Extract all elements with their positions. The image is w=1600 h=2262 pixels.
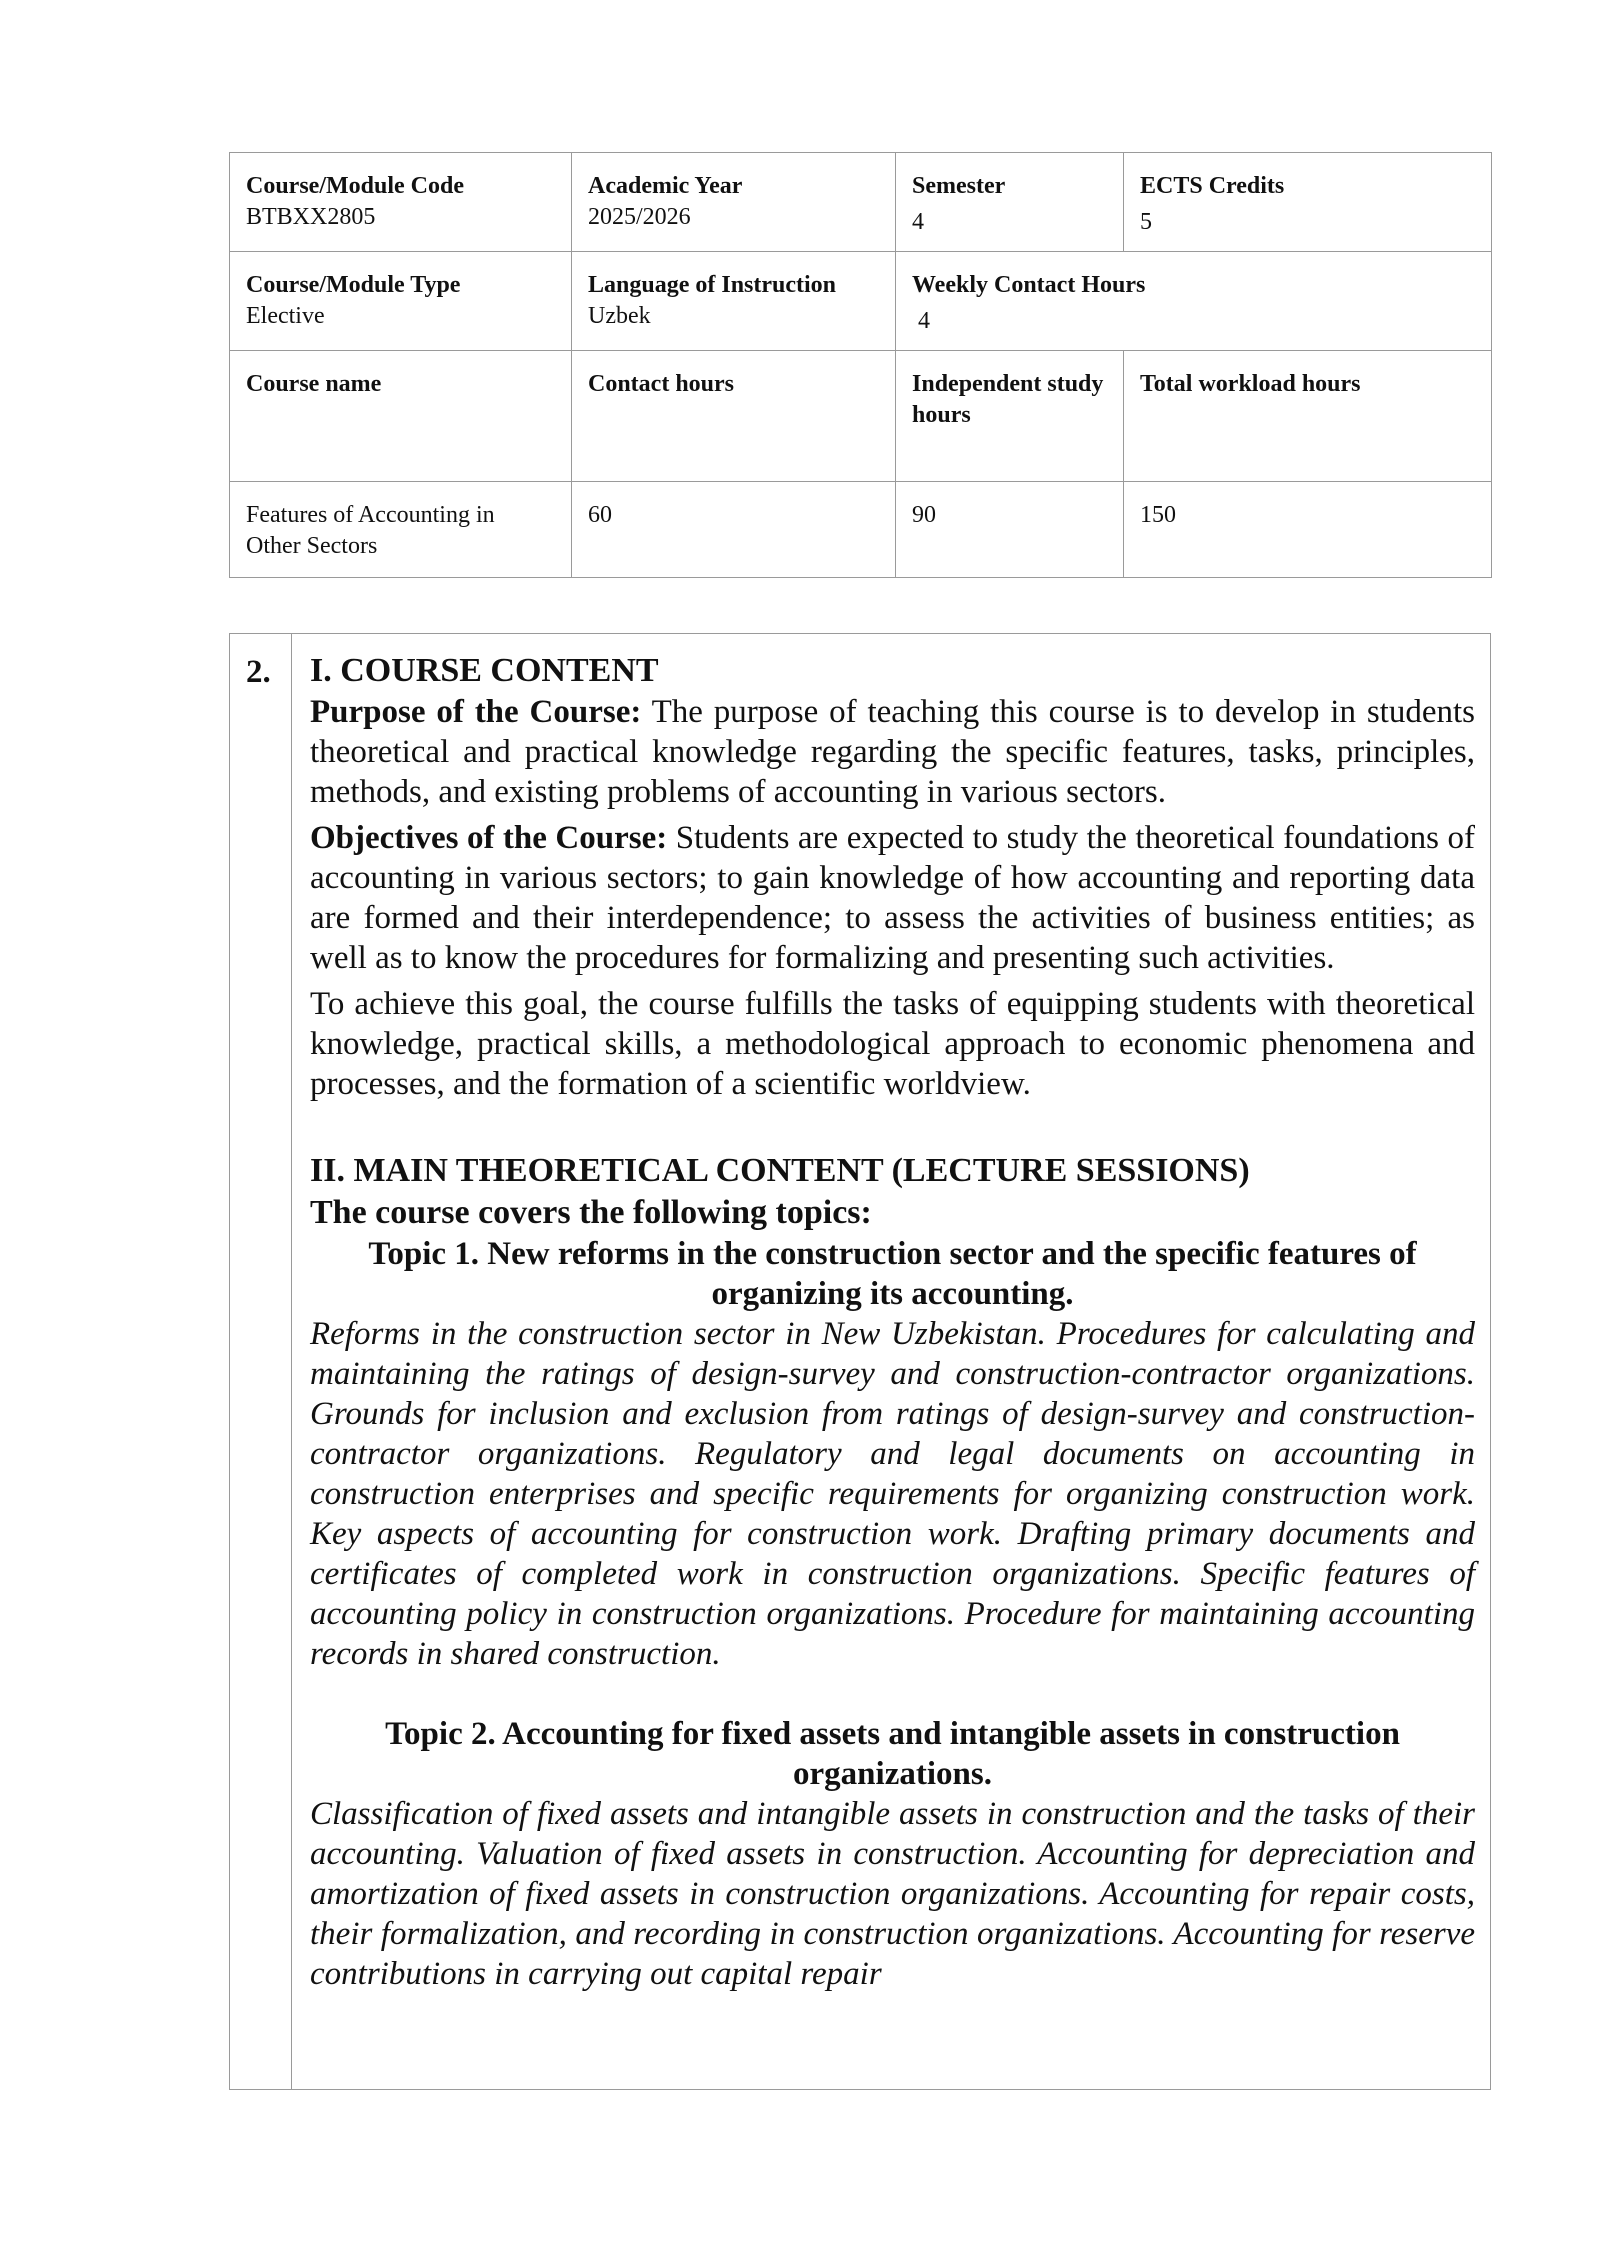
independent-hours-value: 90 <box>912 502 936 528</box>
course-content-body <box>310 650 1475 1994</box>
spacer <box>310 1110 1475 1150</box>
contact-hours-header-text: Contact hours <box>588 371 735 397</box>
language-value: Uzbek <box>588 303 651 329</box>
total-workload-header-text: Total workload hours <box>1140 371 1361 397</box>
semester-cell <box>896 153 1124 252</box>
purpose-text: The purpose of teaching this course is to develop in students theoretical and practical knowledge regarding the specific features, tasks, principles, methods, and existing problems of accounting in various sectors. <box>310 694 1475 810</box>
purpose-paragraph <box>310 692 1475 812</box>
topic-2-title: Topic 2. Accounting for fixed assets and intangible assets in construction organizations. <box>385 1716 1400 1792</box>
section-number: 2. <box>246 654 271 690</box>
course-name-value-cell <box>230 482 572 578</box>
independent-hours-value-cell <box>896 482 1124 578</box>
course-name-header-text: Course name <box>246 371 382 397</box>
semester-value: 4 <box>912 209 924 235</box>
topics-intro: The course covers the following topics: <box>310 1194 872 1231</box>
total-workload-value: 150 <box>1140 502 1176 528</box>
independent-hours-header-text: Independent study hours <box>912 371 1104 428</box>
language-label: Language of Instruction <box>588 272 837 298</box>
objectives-label: Objectives of the Course: <box>310 820 668 856</box>
contact-hours-value-cell <box>572 482 896 578</box>
course-code-label: Course/Module Code <box>246 173 464 199</box>
total-workload-value-cell <box>1124 482 1492 578</box>
course-name-header <box>230 351 572 482</box>
course-type-cell <box>230 252 572 351</box>
independent-hours-header <box>896 351 1124 482</box>
info-row-4 <box>230 482 1492 578</box>
academic-year-cell <box>572 153 896 252</box>
academic-year-label: Academic Year <box>588 173 743 199</box>
theoretical-content-heading: II. MAIN THEORETICAL CONTENT (LECTURE SESSIONS) <box>310 1152 1250 1189</box>
ects-credits-label: ECTS Credits <box>1140 173 1285 199</box>
objectives-text: Students are expected to study the theoretical foundations of accounting in various sectors; to gain knowledge of how accounting and reporting data are formed and their interdependence; to assess the activities of business entities; as well as to know the procedures for formalizing and presenting such activities. <box>310 820 1475 976</box>
language-cell <box>572 252 896 351</box>
purpose-label: Purpose of the Course: <box>310 694 642 730</box>
info-row-2 <box>230 252 1492 351</box>
info-row-1 <box>230 153 1492 252</box>
topic-1-title: Topic 1. New reforms in the construction sector and the specific features of organizing its accounting. <box>368 1236 1417 1312</box>
goal-paragraph: To achieve this goal, the course fulfills the tasks of equipping students with theoretical knowledge, practical skills, a methodological approach to economic phenomena and processes, and the formation of a scientific worldview. <box>310 986 1475 1102</box>
contact-hours-header <box>572 351 896 482</box>
contact-hours-value: 60 <box>588 502 612 528</box>
course-code-cell <box>230 153 572 252</box>
weekly-hours-cell <box>896 252 1492 351</box>
course-code-value: BTBXX2805 <box>246 204 376 230</box>
total-workload-header <box>1124 351 1492 482</box>
course-name-value: Features of Accounting in Other Sectors <box>246 502 495 559</box>
course-info-table <box>229 152 1492 578</box>
academic-year-value: 2025/2026 <box>588 204 691 230</box>
section-number-column <box>230 634 292 2089</box>
weekly-hours-label: Weekly Contact Hours <box>912 272 1146 298</box>
course-type-value: Elective <box>246 303 325 329</box>
course-type-label: Course/Module Type <box>246 272 461 298</box>
topic-2-body: Classification of fixed assets and intangible assets in construction and the tasks of their accounting. Valuation of fixed assets in construction. Accounting for depreciation and amortization of fixed assets in construction organizations. Accounting for repair costs, their formalization, and recording in construction organizations. Accounting for reserve contributions in carrying out capital repair <box>310 1796 1475 1992</box>
weekly-hours-value: 4 <box>918 308 930 334</box>
semester-label: Semester <box>912 173 1006 199</box>
topic-1-body: Reforms in the construction sector in New Uzbekistan. Procedures for calculating and maintaining the ratings of design-survey and construction-contractor organizations. Grounds for inclusion and exclusion from ratings of design-survey and construction-contractor organizations. Regulatory and legal documents on accounting in construction enterprises and specific requirements for organizing construction work. Key aspects of accounting for construction work. Drafting primary documents and certificates of completed work in construction organizations. Specific features of accounting policy in construction organizations. Procedure for maintaining accounting records in shared construction. <box>310 1316 1475 1672</box>
spacer <box>310 1674 1475 1714</box>
objectives-paragraph <box>310 818 1475 978</box>
course-content-box <box>229 633 1491 2090</box>
ects-credits-value: 5 <box>1140 209 1152 235</box>
info-row-3 <box>230 351 1492 482</box>
ects-credits-cell <box>1124 153 1492 252</box>
course-content-heading: I. COURSE CONTENT <box>310 652 659 689</box>
